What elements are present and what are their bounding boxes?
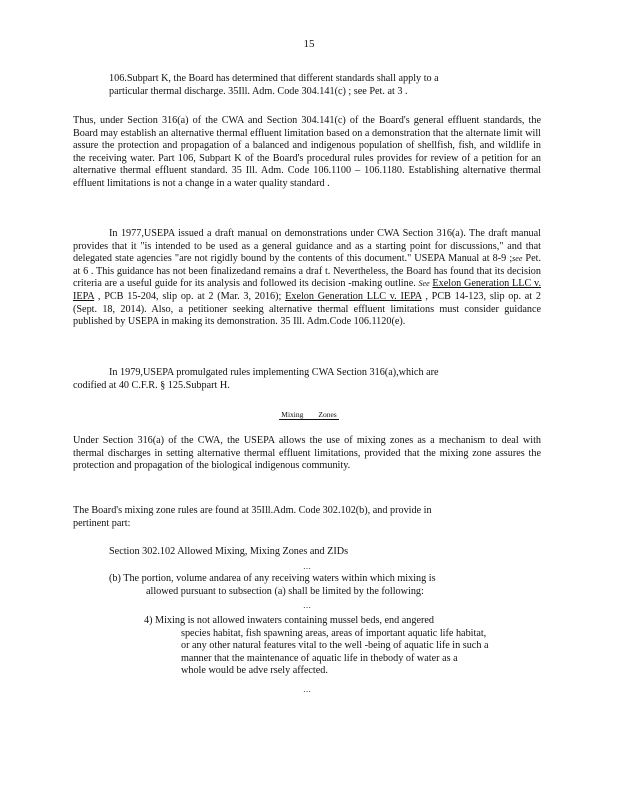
paragraph-board-rules <box>73 505 432 530</box>
paragraph-thus: Thus, under Section 316(a) of the CWA and Section 304.141(c) of the Board's general effluent standards, the Board may establish an alternative thermal effluent limitation based on a demonstration that the alternate limit will assure the protection and propagation of a balanced and indigenous population of shellfish, fish, and wildlife in the receiving water. Part 106, Subpart K of the Board's procedural rules provides for review of a petition for an alternative thermal effluent standard. 35 Ill. Adm. Code 106.1100 – 106.1180. Establishing alternative thermal effluent limitations is not a change in a water quality standard . <box>73 115 541 189</box>
quoted-item-4 <box>144 615 489 678</box>
text-run: , PCB 14-123, slip op. at 2 (Sept. 18, 2014). Also, a petitioner seeking alternative thermal effluent limitations must consider guidance published by USEPA in making its demonstration. 35 Ill. Adm.Code 106.1120(e). <box>73 290 541 328</box>
text-run: , PCB 15-204, slip op. at 2 (Mar. 3, 2016); <box>94 290 286 302</box>
ellipsis: … <box>303 562 311 571</box>
text-run: In 1977,USEPA issued a draft manual on demonstrations under CWA Section 316(a). The draft manual provides that it "is intended to be used as a general guidance and as a starting point for discussions," and that delegated state agencies "are not rigidly bound by the contents of this document." USEPA Manual at 8-9 ; <box>73 228 541 265</box>
paragraph-under-section: Under Section 316(a) of the CWA, the USEPA allows the use of mixing zones as a mechanism to deal with thermal discharges in setting alternative thermal effluent limitations, provided that the mixing zone assures the protection and propagation of the biological indigenous community. <box>73 435 541 472</box>
section-heading-mixing-zones: Mixing Zones <box>281 410 337 419</box>
text-line: The Board's mixing zone rules are found at 35Ill.Adm. Code 302.102(b), and provide in <box>73 505 432 516</box>
text-line: 4) Mixing is not allowed inwaters containing mussel beds, end angered <box>144 615 435 626</box>
paragraph-subpart-k <box>109 73 439 98</box>
text-line: 106.Subpart K, the Board has determined that different standards shall apply to a <box>109 73 439 84</box>
text-line: In 1979,USEPA promulgated rules implementing CWA Section 316(a),which are <box>109 367 439 378</box>
signal-see: See <box>418 279 430 289</box>
text-run: Pet. at 6 . This guidance has not been finalizedand remains a draf t. Nevertheless, the Board has found that its decision criteria are a useful guide for its analysis and followed its decision -making outline. <box>73 253 541 290</box>
text-line: or any other natural features vital to the well -being of aquatic life in such a <box>181 640 489 652</box>
paragraph-1979 <box>73 367 439 392</box>
text-line: codified at 40 C.F.R. § 125.Subpart H. <box>73 379 230 391</box>
ellipsis: … <box>303 685 311 694</box>
ellipsis: … <box>303 601 311 610</box>
quoted-section-title: Section 302.102 Allowed Mixing, Mixing Zones and ZIDs <box>109 546 349 557</box>
text-line: (b) The portion, volume andarea of any receiving waters within which mixing is <box>109 573 436 584</box>
page-number: 15 <box>303 38 315 50</box>
text-line: whole would be adve rsely affected. <box>181 665 328 677</box>
text-line: allowed pursuant to subsection (a) shall be limited by the following: <box>146 585 424 597</box>
text-line: particular thermal discharge. 35Ill. Adm. Code 304.141(c) ; see Pet. at 3 . <box>109 85 408 97</box>
signal-see: see <box>512 254 523 264</box>
quoted-item-b <box>109 573 436 598</box>
text-line: pertinent part: <box>73 517 131 529</box>
case-name: Exelon Generation LLC v. IEPA <box>73 278 542 302</box>
text-line: species habitat, fish spawning areas, areas of important aquatic life habitat, <box>181 627 487 639</box>
text-line: manner that the maintenance of aquatic life in thebody of water as a <box>181 652 458 664</box>
paragraph-1977 <box>73 228 541 329</box>
case-name: Exelon Generation LLC v. IEPA <box>285 290 422 302</box>
